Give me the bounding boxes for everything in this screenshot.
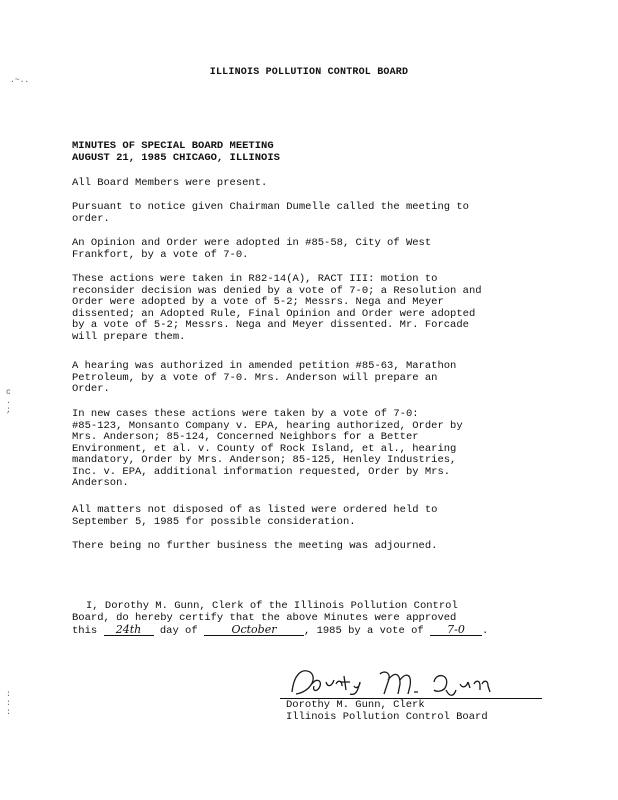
paragraph-call-to-order: Pursuant to notice given Chairman Dumelle called the meeting to order.: [72, 201, 469, 225]
title-line-2: AUGUST 21, 1985 CHICAGO, ILLINOIS: [72, 152, 280, 164]
paragraph-r82-14: These actions were taken in R82-14(A), RACT III: motion to reconsider decision was denied by a vote of 7-0; a Resolution and Order were adopted by a vote of 5-2; Messrs. Nega and Meyer dissented; an Adopted Rule, Final Opinion and Order were adopted by a vote of 5-2; Messrs. Nega and Meyer dissented. Mr. Forcade will prepare them.: [72, 273, 482, 343]
handwritten-signature: [284, 662, 524, 702]
cert-year: , 1985 by a vote of: [303, 625, 424, 637]
cert-line-2: Board, do hereby certify that the above Minutes were approved: [72, 612, 457, 624]
clerk-certification: [72, 600, 552, 637]
signatory-org: Illinois Pollution Control Board: [286, 711, 488, 723]
cert-line-3: [72, 624, 552, 637]
cert-day-of: day of: [159, 625, 198, 637]
signatory: [286, 699, 488, 723]
cert-line-1: I, Dorothy M. Gunn, Clerk of the Illinois Pollution Control: [86, 600, 458, 612]
vote-blank: 7-0: [430, 624, 482, 636]
cert-this: this: [72, 625, 98, 637]
scan-mark: c . ;: [6, 388, 11, 415]
signature-block: [280, 660, 560, 723]
month-blank: October: [204, 624, 304, 636]
day-blank: 24th: [104, 624, 154, 636]
scan-mark: : : :: [6, 690, 11, 717]
paragraph-matters-held: All matters not disposed of as listed were ordered held to September 5, 1985 for possible consideration.: [72, 504, 438, 528]
cert-period: .: [482, 625, 489, 637]
paragraph-adjournment: There being no further business the meeting was adjourned.: [72, 540, 438, 552]
paragraph-attendance: All Board Members were present.: [72, 177, 268, 189]
scan-mark: .~..: [10, 76, 30, 85]
minutes-title: [72, 140, 280, 164]
title-line-1: MINUTES OF SPECIAL BOARD MEETING: [72, 140, 274, 152]
signatory-name: Dorothy M. Gunn, Clerk: [286, 699, 425, 711]
paragraph-hearing-85-63: A hearing was authorized in amended petition #85-63, Marathon Petroleum, by a vote of 7-0. Mrs. Anderson will prepare an Order.: [72, 360, 457, 395]
paragraph-new-cases: In new cases these actions were taken by a vote of 7-0: #85-123, Monsanto Company v. EPA, hearing authorized, Order by Mrs. Anderson; 85-124, Concerned Neighbors for a Better Environment, et al. v. County of Rock Island, et al., hearing mandatory, Order by Mrs. Anderson; 85-125, Henley Industries, Inc. v. EPA, additional information requested, Order by Mrs. Anderson.: [72, 408, 463, 489]
paragraph-opinion-85-58: An Opinion and Order were adopted in #85-58, City of West Frankfort, by a vote of 7-0.: [72, 237, 432, 261]
document-header: ILLINOIS POLLUTION CONTROL BOARD: [209, 67, 409, 78]
